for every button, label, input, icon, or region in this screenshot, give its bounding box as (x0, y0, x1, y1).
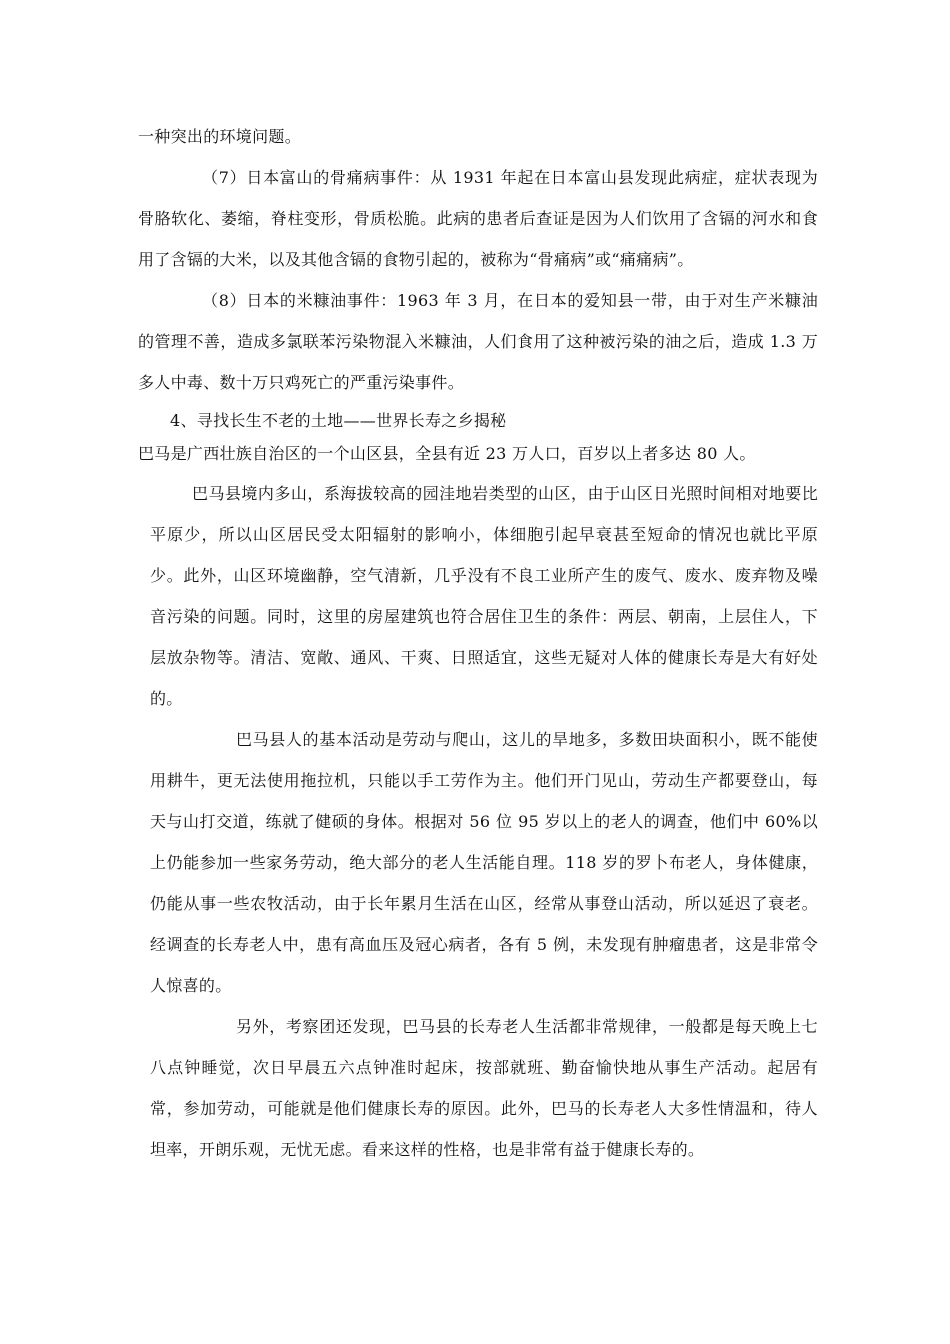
paragraph-rice-bran-oil: （8）日本的米糠油事件：1963 年 3 月，在日本的爱知县一带，由于对生产米糠油的管理不善，造成多氯联苯污染物混入米糠油，人们食用了这种被污染的油之后，造成 1.3 万多人中毒、数十万只鸡死亡的严重污染事件。 (138, 291, 818, 392)
paragraph-toyama-itai-itai: （7）日本富山的骨痛病事件：从 1931 年起在日本富山县发现此病症，症状表现为骨胳软化、萎缩，脊柱变形，骨质松脆。此病的患者后查证是因为人们饮用了含镉的河水和食用了含镉的大米，以及其他含镉的食物引起的，被称为“骨痛病”或“痛痛病”。 (138, 168, 818, 269)
document-body (138, 116, 818, 1170)
paragraph-continuation: 一种突出的环境问题。 (138, 127, 302, 146)
bama-details (150, 473, 818, 1170)
paragraph-bama-lifestyle: 另外，考察团还发现，巴马县的长寿老人生活都非常规律，一般都是每天晚上七八点钟睡觉，次日早晨五六点钟准时起床，按部就班、勤奋愉快地从事生产活动。起居有常，参加劳动，可能就是他们健康长寿的原因。此外，巴马的长寿老人大多性情温和，待人坦率，开朗乐观，无忧无虑。看来这样的性格，也是非常有益于健康长寿的。 (150, 1017, 818, 1159)
paragraph-bama-intro: 巴马是广西壮族自治区的一个山区县，全县有近 23 万人口，百岁以上者多达 80 人。 (138, 444, 756, 463)
section-heading: 4、寻找长生不老的土地——世界长寿之乡揭秘 (170, 411, 507, 430)
paragraph-bama-environment: 巴马县境内多山，系海拔较高的园洼地岩类型的山区，由于山区日光照时间相对地要比平原少，所以山区居民受太阳辐射的影响小，体细胞引起早衰甚至短命的情况也就比平原少。此外，山区环境幽静，空气清新，几乎没有不良工业所产生的废气、废水、废弃物及噪音污染的问题。同时，这里的房屋建筑也符合居住卫生的条件：两层、朝南，上层住人，下层放杂物等。清洁、宽敞、通风、干爽、日照适宜，这些无疑对人体的健康长寿是大有好处的。 (150, 484, 818, 708)
paragraph-bama-activity: 巴马县人的基本活动是劳动与爬山，这儿的旱地多，多数田块面积小，既不能使用耕牛，更无法使用拖拉机，只能以手工劳作为主。他们开门见山，劳动生产都要登山，每天与山打交道，练就了健硕的身体。根据对 56 位 95 岁以上的老人的调查，他们中 60%以上仍能参加一些家务劳动，绝大部分的老人生活能自理。118 岁的罗卜布老人，身体健康，仍能从事一些农牧活动，由于长年累月生活在山区，经常从事登山活动，所以延迟了衰老。经调查的长寿老人中，患有高血压及冠心病者，各有 5 例，未发现有肿瘤患者，这是非常令人惊喜的。 (150, 730, 818, 995)
